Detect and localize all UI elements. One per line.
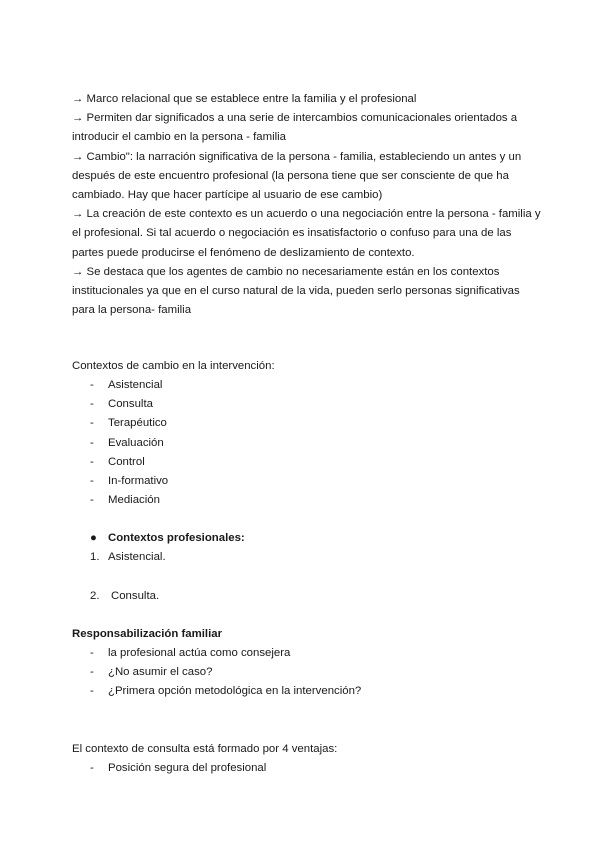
dash-marker: - [90, 398, 94, 411]
dash-marker: - [90, 685, 94, 698]
list-item [90, 663, 361, 682]
list-item [90, 472, 168, 491]
consult-list [90, 759, 266, 778]
list-item-label: la profesional actúa como consejera [108, 647, 291, 659]
intro-paragraph-2: → Permiten dar significados a una serie de intercambios comunicacionales orientados a introducir el cambio en la persona - familia [72, 112, 518, 144]
dash-marker: - [90, 666, 94, 679]
list-item [90, 414, 168, 433]
professional-heading-label: Contextos profesionales: [108, 532, 245, 544]
dash-marker: - [90, 494, 94, 507]
dash-marker: - [90, 379, 94, 391]
list-item [90, 682, 361, 701]
list-item-label: In-formativo [108, 474, 169, 487]
consult-heading: El contexto de consulta está formado por 4 ventajas: [72, 743, 338, 755]
list-item [90, 395, 168, 414]
numbered-item [90, 587, 159, 606]
numbered-item [90, 548, 166, 567]
bullet-icon: ● [90, 532, 97, 544]
list-item [90, 434, 168, 453]
list-item [90, 453, 168, 472]
dash-marker: - [90, 762, 94, 774]
numbered-item-label: Asistencial. [108, 551, 166, 563]
item-number: 2. [90, 590, 100, 602]
responsibility-heading: Responsabilización familiar [72, 628, 223, 640]
list-item [90, 491, 168, 510]
intro-paragraph-5: → Se destaca que los agentes de cambio no necesariamente están en los contextos institucionales ya que en el curso natural de la vida, pueden serlo personas significativas para la persona- familia [72, 265, 520, 317]
professional-contexts-heading [90, 529, 245, 548]
list-item-label: ¿No asumir el caso? [108, 666, 213, 679]
list-item-label: Evaluación [108, 436, 164, 449]
responsibility-list [90, 644, 361, 702]
list-item-label: Consulta [108, 398, 153, 411]
list-item [90, 759, 266, 778]
dash-marker: - [90, 436, 94, 449]
contexts-heading: Contextos de cambio en la intervención: [72, 360, 275, 372]
numbered-item-label: Consulta. [111, 590, 160, 602]
intro-paragraph-4: → La creación de este contexto es un acuerdo o una negociación entre la persona - familia y el profesional. Si tal acuerdo o negociación es insatisfactorio o confuso para una de las partes puede producirse el fenómeno de deslizamiento de contexto. [72, 208, 541, 259]
contexts-list [90, 376, 168, 510]
list-item [90, 644, 361, 663]
dash-marker: - [90, 474, 94, 487]
dash-marker: - [90, 455, 94, 468]
list-item-label: Mediación [108, 494, 160, 507]
list-item-label: Control [108, 455, 145, 468]
dash-marker: - [90, 647, 94, 659]
list-item-label: Asistencial [108, 379, 163, 391]
intro-paragraph-1: → Marco relacional que se establece entre la familia y el profesional [72, 93, 417, 105]
list-item-label: Terapéutico [108, 417, 167, 430]
intro-block [72, 90, 542, 320]
item-number: 1. [90, 551, 100, 563]
list-item-label: Posición segura del profesional [108, 762, 267, 774]
list-item [90, 376, 168, 395]
dash-marker: - [90, 417, 94, 430]
list-item-label: ¿Primera opción metodológica en la intervención? [108, 685, 362, 698]
intro-paragraph-3: → Cambio": la narración significativa de la persona - familia, estableciendo un antes y un después de este encuentro profesional (la persona tiene que ser consciente de que ha cambiado. Hay que hacer partícipe al usuario de ese cambio) [72, 150, 522, 202]
